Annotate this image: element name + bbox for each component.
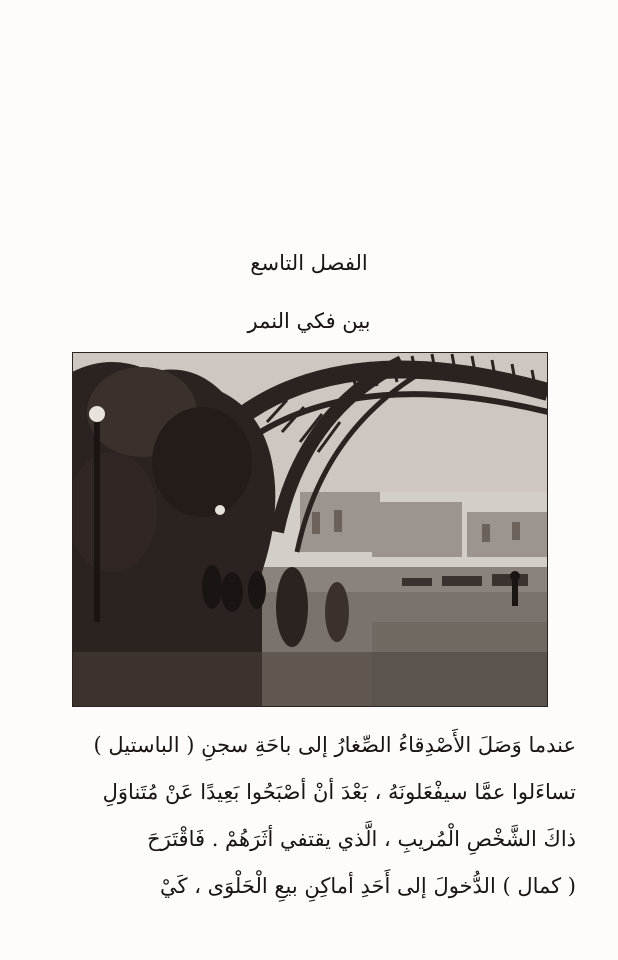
eiffel-tower-illustration bbox=[72, 352, 548, 707]
body-paragraph bbox=[42, 722, 576, 910]
body-line-1: عندما وَصَلَ الأَصْدِقاءُ الصِّغارُ إلى باحَةِ سجنِ ( الباستيل ) bbox=[93, 733, 576, 757]
chapter-title: الفصل التاسع bbox=[250, 251, 368, 275]
body-line-2: تساءَلوا عمَّا سيفْعَلونَهُ ، بَعْدَ أنْ أصْبَحُوا بَعِيدًا عَنْ مُتَناوَلِ bbox=[102, 780, 576, 804]
chapter-illustration bbox=[72, 352, 548, 707]
chapter-subtitle: بين فكي النمر bbox=[247, 309, 371, 333]
body-line-3: ذاكَ الشَّخْصِ الْمُريبِ ، الَّذي يقتفي أثَرَهُمْ . فَاقْتَرَحَ bbox=[147, 827, 576, 851]
body-line-4: ( كمال ) الدُّخولَ إلى أَحَدِ أماكِنِ بيعِ الْحَلْوَى ، كَيْ bbox=[160, 874, 576, 898]
